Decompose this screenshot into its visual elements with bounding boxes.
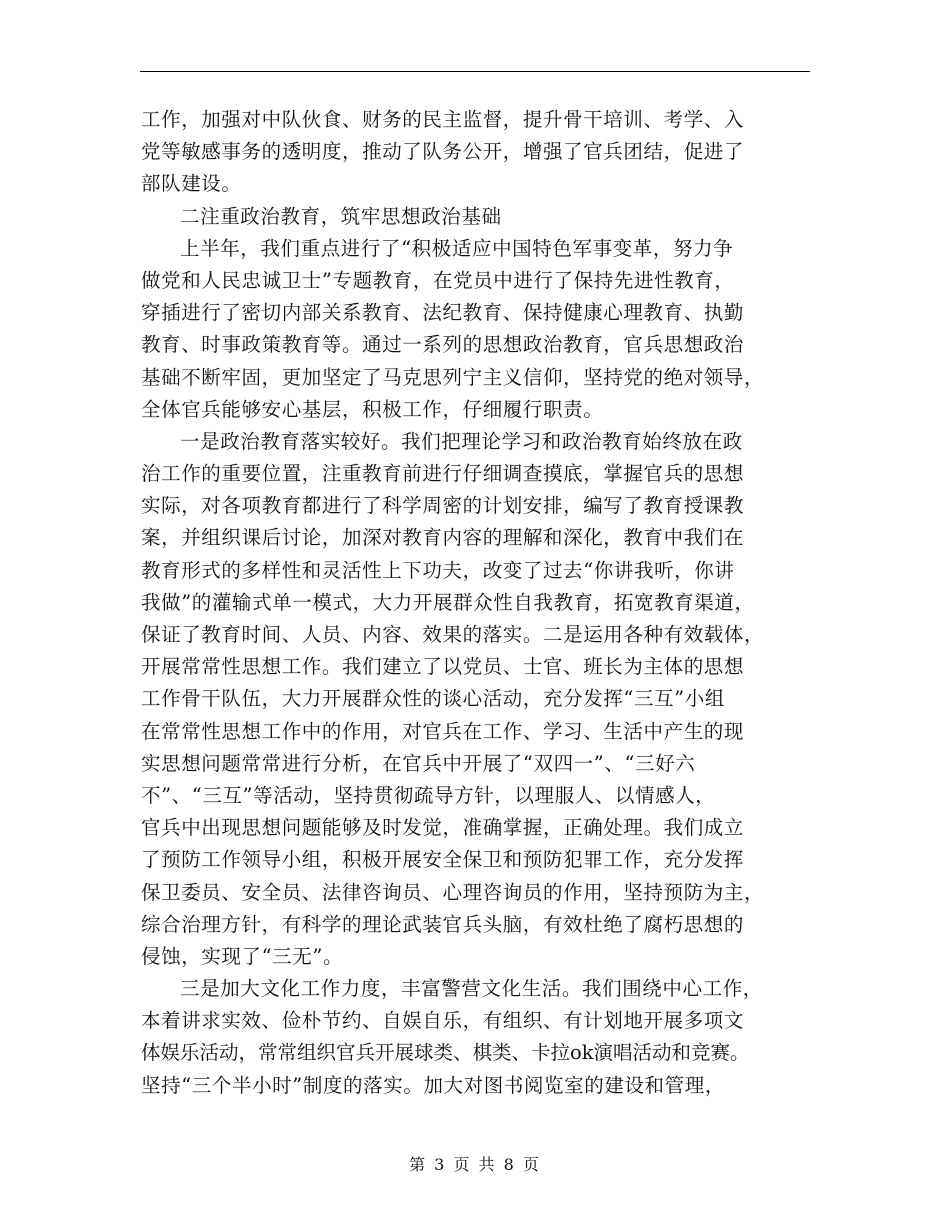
text-line: 了预防工作领导小组，积极开展安全保卫和预防犯罪工作，充分发挥 [141,848,745,872]
text-line: 三是加大文化工作力度，丰富警营文化生活。我们围绕中心工作， [180,977,763,1001]
text-line: 体娱乐活动，常常组织官兵开展球类、棋类、卡拉ok演唱活动和竞赛。 [141,1041,750,1065]
text-line: 保证了教育时间、人员、内容、效果的落实。二是运用各种有效载体， [141,623,765,646]
page-footer: 第 3 页 共 8 页 [409,1155,541,1174]
text-line: 上半年，我们重点进行了“积极适应中国特色军事变革，努力争 [180,236,734,260]
text-line: 不”、“三互”等活动，坚持贯彻疏导方针，以理服人、以情感人， [141,783,716,807]
text-line: 官兵中出现思想问题能够及时发觉，准确掌握，正确处理。我们成立 [141,816,745,840]
text-line: 综合治理方针，有科学的理论武装官兵头脑，有效杜绝了腐朽思想的 [141,912,745,936]
text-line: 基础不断牢固，更加坚定了马克思列宁主义信仰，坚持党的绝对领导， [141,365,765,389]
document-body [141,104,813,1102]
text-line: 党等敏感事务的透明度，推动了队务公开，增强了官兵团结，促进了 [141,140,745,164]
text-line: 部队建设。 [141,172,242,196]
text-line: 开展常常性思想工作。我们建立了以党员、士官、班长为主体的思想 [141,655,745,679]
text-line: 工作，加强对中队伙食、财务的民主监督，提升骨干培训、考学、入 [141,108,745,131]
section-heading: 二注重政治教育，筑牢思想政治基础 [180,204,502,228]
text-line: 教育形式的多样性和灵活性上下功夫，改变了过去“你讲我听，你讲 [141,558,735,582]
text-line: 案，并组织课后讨论，加深对教育内容的理解和深化，教育中我们在 [141,526,745,550]
text-line: 侵蚀，实现了“三无”。 [141,944,344,968]
text-line: 教育、时事政策教育等。通过一系列的思想政治教育，官兵思想政治 [141,333,745,357]
header-rule [140,71,810,72]
text-line: 治工作的重要位置，注重教育前进行仔细调查摸底，掌握官兵的思想 [141,462,745,486]
text-line: 实际，对各项教育都进行了科学周密的计划安排，编写了教育授课教 [141,494,745,518]
text-line: 穿插进行了密切内部关系教育、法纪教育、保持健康心理教育、执勤 [141,301,745,325]
text-line: 工作骨干队伍，大力开展群众性的谈心活动，充分发挥“三互”小组 [141,687,725,711]
text-line: 一是政治教育落实较好。我们把理论学习和政治教育始终放在政 [180,429,743,453]
text-line: 全体官兵能够安心基层，积极工作，仔细履行职责。 [141,397,604,421]
text-line: 保卫委员、安全员、法律咨询员、心理咨询员的作用，坚持预防为主， [141,880,765,904]
text-line: 实思想问题常常进行分析，在官兵中开展了“双四一”、“三好六 [141,751,696,775]
text-line: 做党和人民忠诚卫士”专题教育，在党员中进行了保持先进性教育， [141,268,735,292]
text-line: 在常常性思想工作中的作用，对官兵在工作、学习、生活中产生的现 [141,719,745,743]
text-line: 本着讲求实效、俭朴节约、自娱自乐，有组织、有计划地开展多项文 [141,1009,745,1033]
text-line: 我做”的灌输式单一模式，大力开展群众性自我教育，拓宽教育渠道， [141,590,755,614]
text-line: 坚持“三个半小时”制度的落实。加大对图书阅览室的建设和管理， [141,1073,725,1097]
